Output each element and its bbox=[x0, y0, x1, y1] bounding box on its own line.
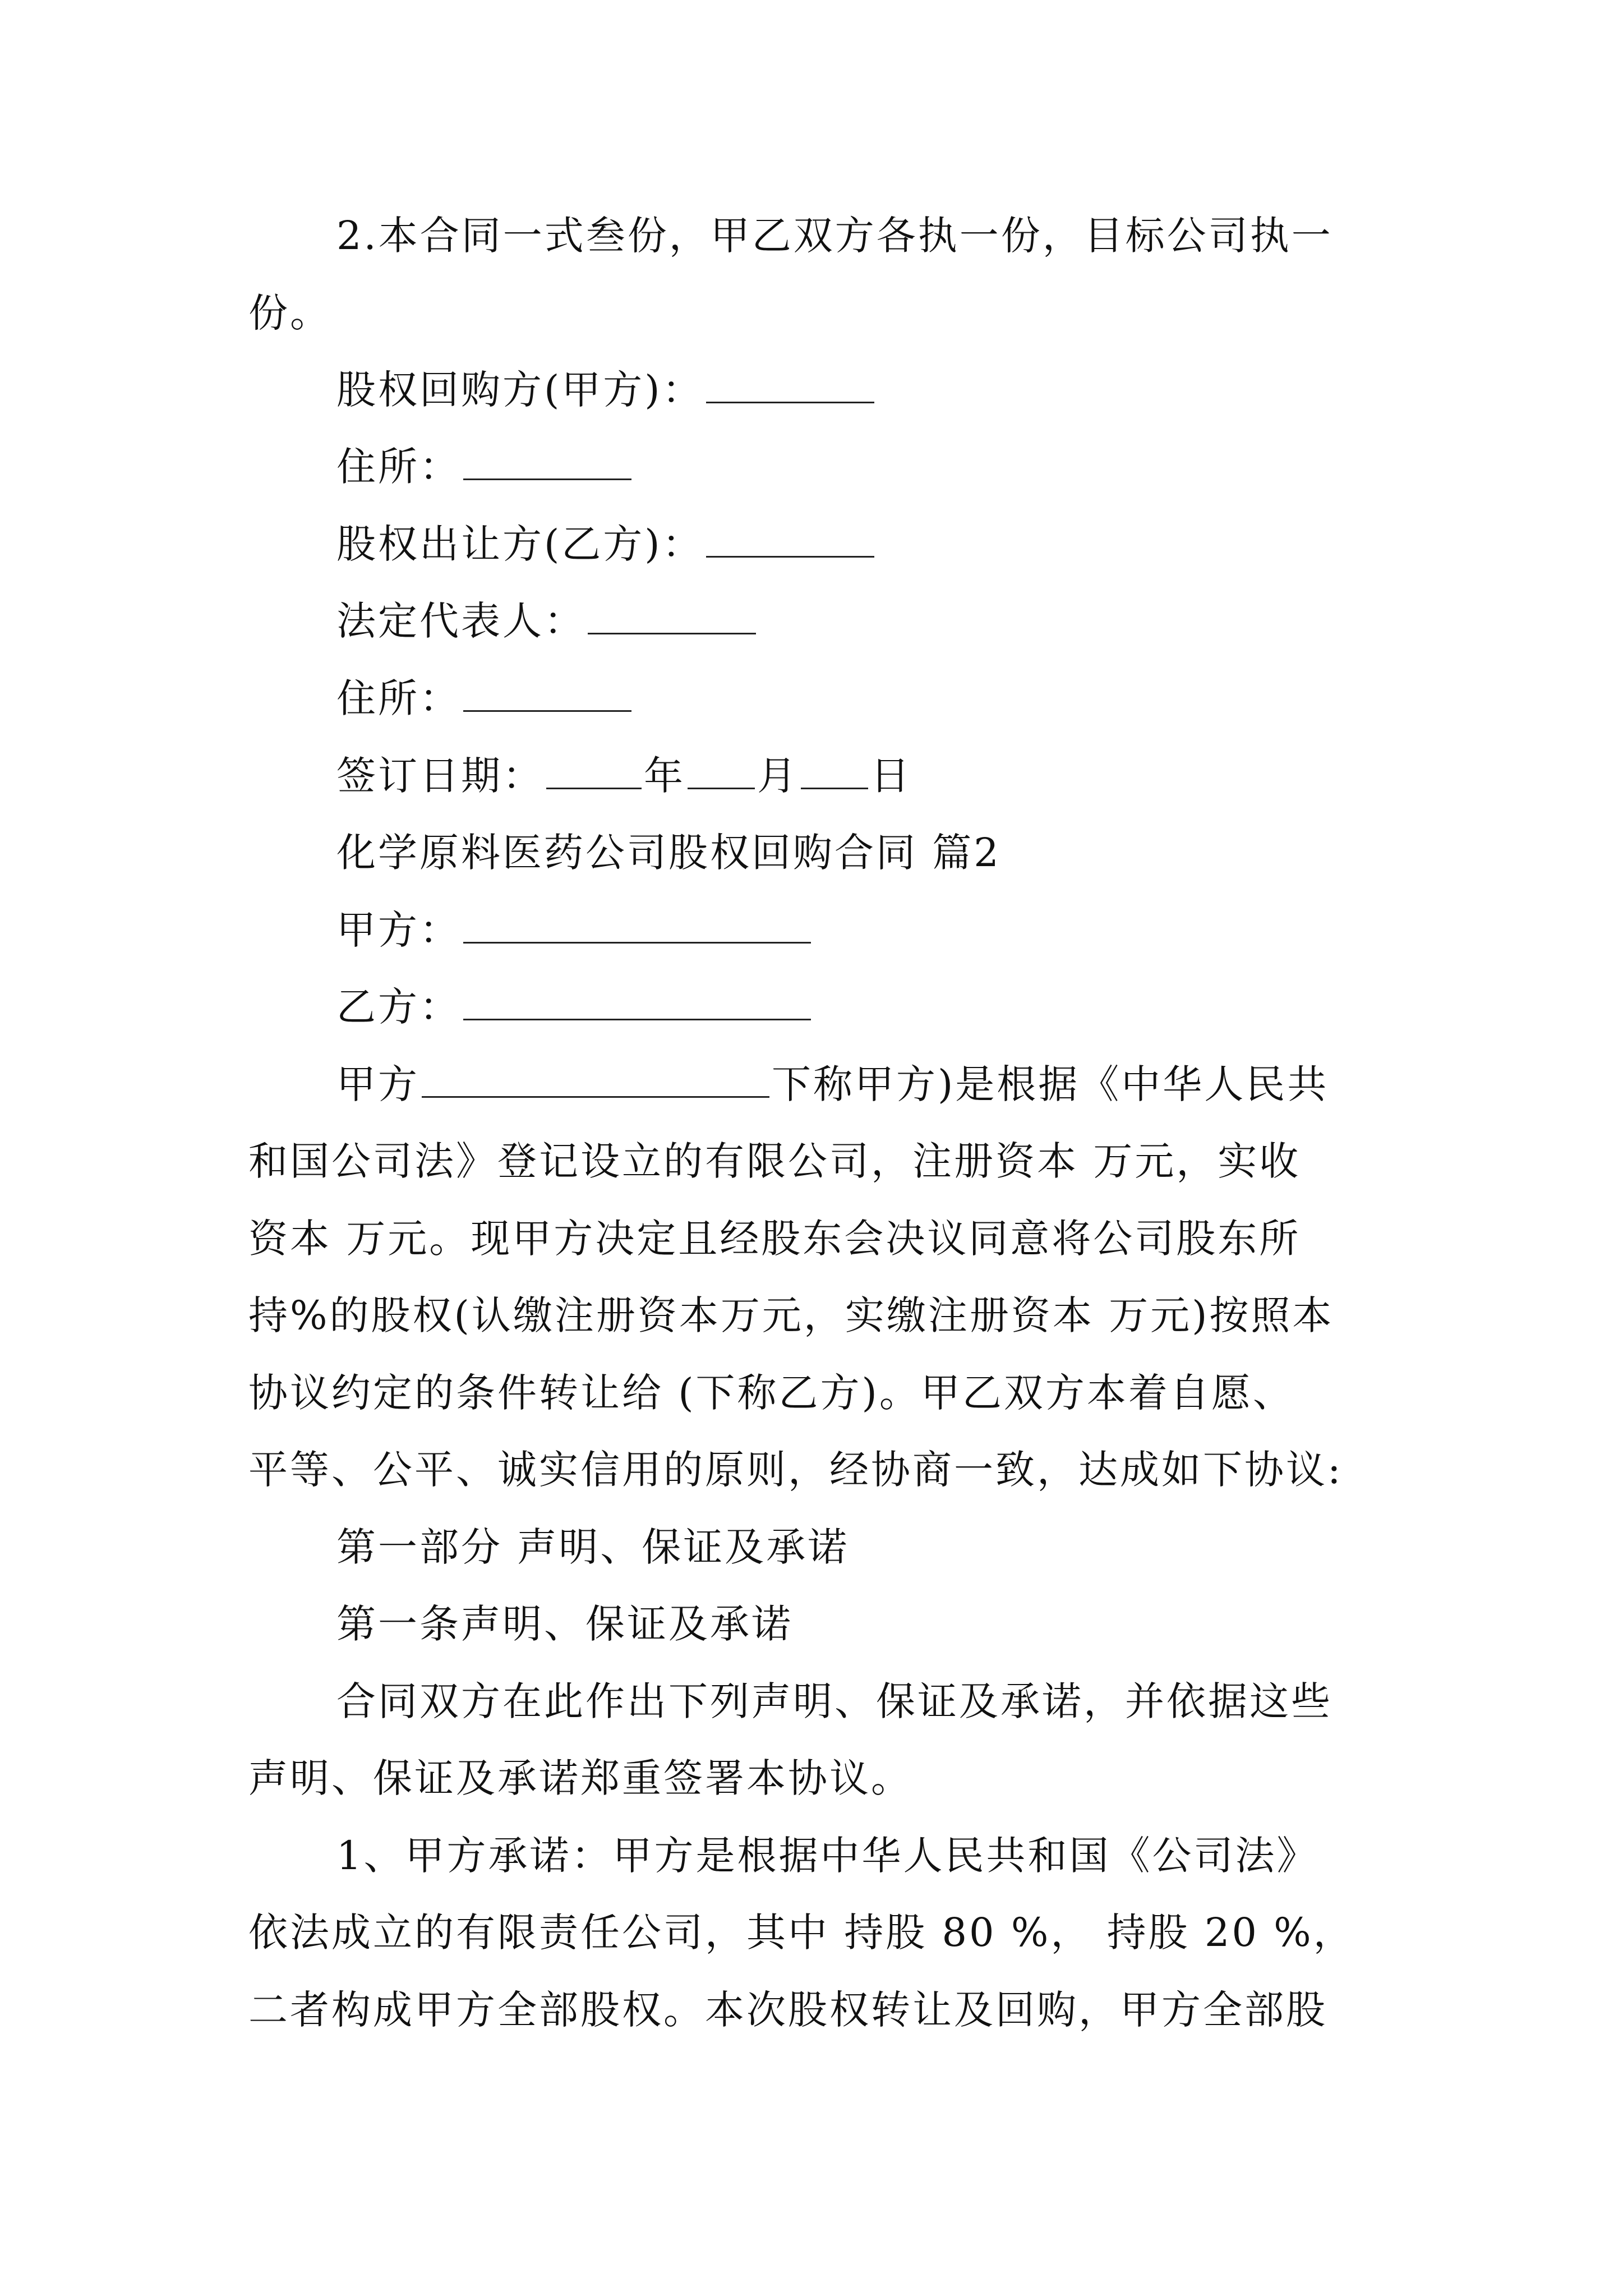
p3-line-2: 依法成立的有限责任公司，其中 持股 80 %， 持股 20 %， bbox=[248, 1910, 1355, 1955]
party-b-blank[interactable] bbox=[463, 979, 811, 1020]
p1-rest: 下称甲方)是根据《中华人民共 bbox=[772, 1061, 1329, 1107]
p2-line-2: 声明、保证及承诺郑重签署本协议。 bbox=[248, 1755, 912, 1801]
paragraph-line bbox=[248, 1365, 1294, 1421]
clause-2-text: 2.本合同一式叁份，甲乙双方各执一份，目标公司执一 bbox=[336, 213, 1333, 259]
p3-line-1: 1、甲方承诺：甲方是根据中华人民共和国《公司法》 bbox=[336, 1833, 1318, 1879]
paragraph-line bbox=[248, 1904, 1355, 1961]
date-day: 日 bbox=[870, 753, 912, 799]
p2-line-1: 合同双方在此作出下列声明、保证及承诺，并依据这些 bbox=[336, 1678, 1332, 1724]
address2-label: 住所： bbox=[336, 675, 461, 721]
section-2-title: 化学原料医药公司股权回购合同 篇2 bbox=[336, 830, 1001, 876]
date-line bbox=[336, 748, 912, 804]
buyer-label: 股权回购方(甲方)： bbox=[336, 367, 704, 413]
clause-2-text-cont: 份。 bbox=[248, 290, 331, 336]
address1-blank[interactable] bbox=[463, 439, 631, 480]
article-heading bbox=[336, 1596, 793, 1652]
date-label: 签订日期： bbox=[336, 753, 544, 799]
p1-line-3: 资本 万元。现甲方决定且经股东会决议同意将公司股东所 bbox=[248, 1216, 1301, 1262]
paragraph-line bbox=[336, 1673, 1332, 1729]
date-month-blank[interactable] bbox=[688, 748, 755, 789]
seller-blank[interactable] bbox=[706, 517, 874, 558]
p1-line-6: 平等、公平、诚实信用的原则，经协商一致，达成如下协议: bbox=[248, 1447, 1343, 1493]
paragraph-line bbox=[336, 1056, 1329, 1112]
p1-start: 甲方 bbox=[336, 1061, 419, 1107]
date-year: 年 bbox=[644, 753, 685, 799]
section-title bbox=[336, 825, 1001, 881]
party-b-label: 乙方： bbox=[336, 984, 461, 1030]
seller-label: 股权出让方(乙方)： bbox=[336, 521, 704, 567]
p1-blank[interactable] bbox=[422, 1057, 769, 1098]
date-month: 月 bbox=[757, 753, 799, 799]
p1-line-5: 协议约定的条件转让给 (下称乙方)。甲乙双方本着自愿、 bbox=[248, 1370, 1294, 1416]
rep-blank[interactable] bbox=[588, 593, 756, 634]
text-line bbox=[248, 285, 331, 341]
address1-label: 住所： bbox=[336, 444, 461, 490]
text-line bbox=[336, 208, 1333, 264]
address2-line bbox=[336, 670, 634, 726]
part-heading bbox=[336, 1519, 849, 1575]
paragraph-line bbox=[248, 1287, 1334, 1343]
paragraph-line bbox=[248, 1982, 1327, 2038]
buyer-line bbox=[336, 362, 877, 418]
rep-label: 法定代表人： bbox=[336, 598, 585, 644]
article-1-heading: 第一条声明、保证及承诺 bbox=[336, 1601, 793, 1647]
seller-line bbox=[336, 516, 877, 572]
address1-line bbox=[336, 439, 634, 495]
party-a-label: 甲方： bbox=[336, 907, 461, 953]
paragraph-line bbox=[248, 1442, 1343, 1498]
party-b-line bbox=[336, 979, 813, 1035]
date-day-blank[interactable] bbox=[801, 748, 868, 789]
p3-line-3: 二者构成甲方全部股权。本次股权转让及回购，甲方全部股 bbox=[248, 1987, 1327, 2033]
party-a-line bbox=[336, 902, 813, 958]
buyer-blank[interactable] bbox=[706, 362, 874, 403]
party-a-blank[interactable] bbox=[463, 903, 811, 944]
p1-line-2: 和国公司法》登记设立的有限公司，注册资本 万元，实收 bbox=[248, 1138, 1301, 1184]
date-year-blank[interactable] bbox=[546, 748, 642, 789]
rep-line bbox=[336, 593, 758, 649]
paragraph-line bbox=[248, 1133, 1301, 1189]
p1-line-4: 持%的股权(认缴注册资本万元，实缴注册资本 万元)按照本 bbox=[248, 1292, 1334, 1338]
address2-blank[interactable] bbox=[463, 671, 631, 712]
paragraph-line bbox=[336, 1828, 1318, 1884]
part-1-heading: 第一部分 声明、保证及承诺 bbox=[336, 1524, 850, 1570]
paragraph-line bbox=[248, 1211, 1301, 1267]
paragraph-line bbox=[248, 1750, 912, 1806]
